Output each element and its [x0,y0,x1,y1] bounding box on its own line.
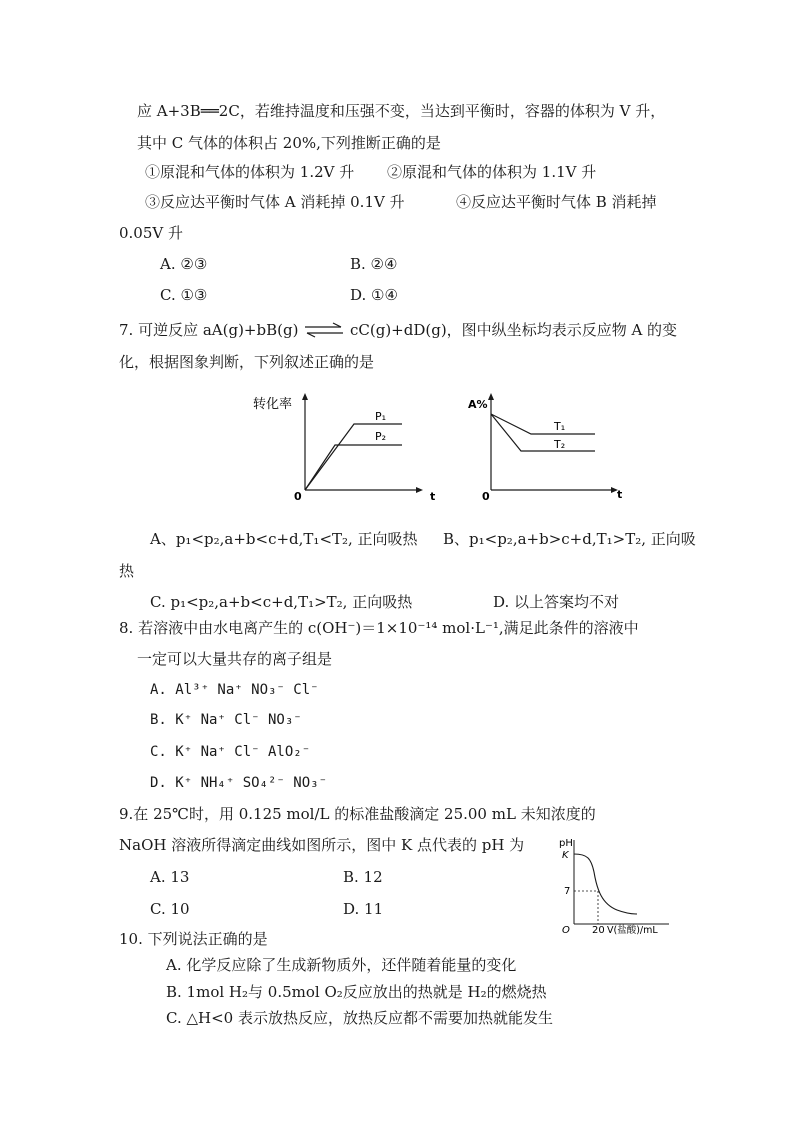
k-point-label: K [562,850,569,861]
q8-line1: 8. 若溶液中由水电离产生的 c(OH⁻)＝1×10⁻¹⁴ mol·L⁻¹,满足此条件的溶液中 [119,619,639,637]
q6-line1: 应 A+3B══2C，若维持温度和压强不变，当达到平衡时，容器的体积为 V 升， [137,102,666,120]
q10-option-a: A. 化学反应除了生成新物质外，还伴随着能量的变化 [166,956,517,974]
curve-t1 [491,414,595,434]
curve-t2 [491,414,595,451]
label-t2: T₂ [554,438,566,451]
v20-label: 20 [592,925,605,936]
label-t1: T₁ [554,420,566,433]
q7-option-d: D. 以上答案均不对 [493,593,620,611]
q6-statement-1: ①原混和气体的体积为 1.2V 升 [145,163,355,181]
ph7-label: 7 [564,886,571,897]
equilibrium-arrow-icon [303,322,345,338]
q7-option-a: A、p₁<p₂,a+b<c+d,T₁<T₂, 正向吸热 [150,530,418,548]
q8-option-d: D. K⁺ NH₄⁺ SO₄²⁻ NO₃⁻ [150,775,328,791]
q6-option-b: B. ②④ [350,255,398,273]
q7-option-b-cont: 热 [119,562,135,580]
graph1-xlabel: t [430,490,436,503]
graph2-origin: 0 [482,490,490,503]
q9-option-a: A. 13 [150,868,190,886]
curve-p1 [305,424,402,490]
q9-line1: 9.在 25℃时，用 0.125 mol/L 的标准盐酸滴定 25.00 mL 未知浓度的 [119,805,596,823]
x-axis-arrow-icon [416,487,423,493]
q7-line2: 化，根据图象判断，下列叙述正确的是 [119,353,375,371]
q6-line2: 其中 C 气体的体积占 20%,下列推断正确的是 [137,134,441,152]
q6-statement-2: ②原混和气体的体积为 1.1V 升 [387,163,597,181]
q6-option-c: C. ①③ [160,286,208,304]
q7-option-c: C. p₁<p₂,a+b<c+d,T₁>T₂, 正向吸热 [150,593,413,611]
q6-statement-3: ③反应达平衡时气体 A 消耗掉 0.1V 升 [145,193,405,211]
q8-line2: 一定可以大量共存的离子组是 [137,650,333,668]
q6-statement-4: ④反应达平衡时气体 B 消耗掉 [456,193,657,211]
q7-option-b: B、p₁<p₂,a+b>c+d,T₁>T₂, 正向吸 [443,530,696,548]
q6-statement-4-cont: 0.05V 升 [119,224,183,242]
q10-option-c: C. △H<0 表示放热反应，放热反应都不需要加热就能发生 [166,1009,553,1027]
graph2-ylabel: A% [468,398,488,411]
y-axis-arrow-icon [302,393,308,400]
q7-line1-start: 7. 可逆反应 aA(g)+bB(g) [119,321,299,339]
q8-option-c: C. K⁺ Na⁺ Cl⁻ AlO₂⁻ [150,744,311,760]
label-p1: P₁ [375,410,387,423]
q9-option-d: D. 11 [343,900,384,918]
q9-option-b: B. 12 [343,868,383,886]
q10-option-b: B. 1mol H₂与 0.5mol O₂反应放出的热就是 H₂的燃烧热 [166,983,547,1001]
y-axis-arrow-icon [488,393,494,400]
q8-option-a: A. Al³⁺ Na⁺ NO₃⁻ Cl⁻ [150,682,319,698]
q6-option-d: D. ①④ [350,286,398,304]
q7-conversion-graph [250,390,450,505]
curve-p2 [305,445,402,490]
titration-xlabel: V(盐酸)/mL [607,925,658,936]
label-p2: P₂ [375,430,387,443]
titration-curve [574,854,637,914]
titration-ylabel: pH [559,838,573,849]
q9-line2: NaOH 溶液所得滴定曲线如图所示，图中 K 点代表的 pH 为 [119,836,525,854]
q7-a-percent-graph [465,390,645,505]
graph1-ylabel: 转化率 [253,397,293,412]
graph1-origin: 0 [294,490,302,503]
q9-titration-graph [557,832,677,937]
titration-origin: O [562,925,570,936]
q8-option-b: B. K⁺ Na⁺ Cl⁻ NO₃⁻ [150,712,302,728]
q6-option-a: A. ②③ [160,255,208,273]
q7-line1-end: cC(g)+dD(g)，图中纵坐标均表示反应物 A 的变 [350,321,678,339]
q10-line1: 10. 下列说法正确的是 [119,930,268,948]
graph2-xlabel: t [617,488,623,501]
q9-option-c: C. 10 [150,900,190,918]
